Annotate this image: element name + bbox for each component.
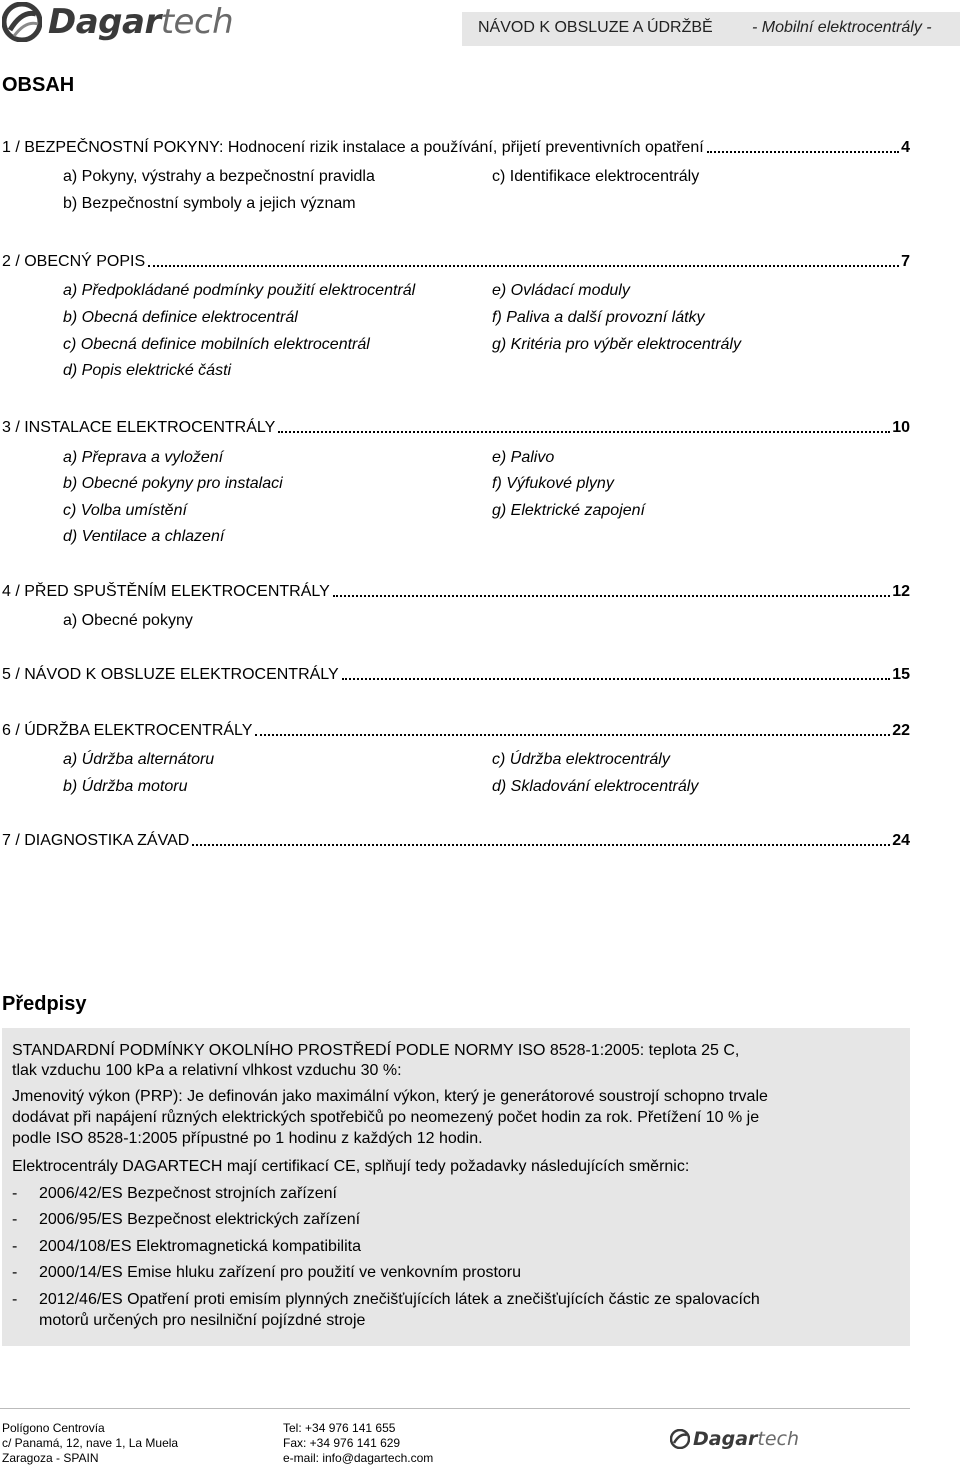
directive-text: 2012/46/ES Opatření proti emisím plynných znečišťujících látek a znečišťujících částic ze spalovacích xyxy=(39,1291,760,1308)
toc-sub-item[interactable]: b) Obecná definice elektrocentrál xyxy=(63,309,298,326)
footer-tel: Tel: +34 976 141 655 xyxy=(283,1421,396,1435)
toc-entry-4[interactable] xyxy=(2,581,910,601)
toc-sub-item[interactable]: a) Údržba alternátoru xyxy=(63,751,215,768)
page-header xyxy=(0,0,960,50)
toc-entry-7[interactable] xyxy=(2,830,910,850)
directive-text: 2006/42/ES Bezpečnost strojních zařízení xyxy=(39,1185,337,1202)
toc-entry-2[interactable] xyxy=(2,251,910,271)
list-dash: - xyxy=(12,1185,18,1202)
toc-sub-item[interactable]: c) Údržba elektrocentrály xyxy=(492,751,670,768)
toc-page-number: 4 xyxy=(901,139,910,156)
logo-swirl-icon xyxy=(2,2,42,42)
toc-sub-item[interactable]: e) Ovládací moduly xyxy=(492,282,630,299)
toc-sub-item[interactable]: a) Předpokládané podmínky použití elektrocentrál xyxy=(63,282,416,299)
logo-swirl-icon xyxy=(670,1429,690,1449)
toc-sub-item[interactable]: b) Bezpečnostní symboly a jejich význam xyxy=(63,195,356,212)
toc-entry-title: 7 / DIAGNOSTIKA ZÁVAD xyxy=(2,832,190,849)
footer-email[interactable]: e-mail: info@dagartech.com xyxy=(283,1451,434,1465)
toc-sub-item[interactable]: a) Přeprava a vyložení xyxy=(63,449,224,466)
company-logo xyxy=(2,2,233,42)
toc-leader-dots xyxy=(707,151,899,153)
toc-entry-title: 2 / OBECNÝ POPIS xyxy=(2,253,146,270)
toc-sub-item[interactable]: c) Obecná definice mobilních elektrocentrál xyxy=(63,336,370,353)
list-dash: - xyxy=(12,1238,18,1255)
toc-sub-item[interactable]: a) Pokyny, výstrahy a bezpečnostní pravidla xyxy=(63,168,375,185)
toc-entry-1[interactable] xyxy=(2,137,910,157)
footer-fax: Fax: +34 976 141 629 xyxy=(283,1436,401,1450)
toc-sub-item[interactable]: d) Popis elektrické části xyxy=(63,362,232,379)
rated-power-line-1: Jmenovitý výkon (PRP): Je definován jako maximální výkon, který je generátorové soustrojí schopno trvale xyxy=(12,1088,768,1105)
footer-address-1: Polígono Centrovía xyxy=(2,1421,105,1435)
toc-sub-item[interactable]: g) Elektrické zapojení xyxy=(492,502,645,519)
rated-power-line-3: podle ISO 8528-1:2005 přípustné po 1 hodinu z každých 12 hodin. xyxy=(12,1130,483,1147)
toc-entry-title: 5 / NÁVOD K OBSLUZE ELEKTROCENTRÁLY xyxy=(2,666,339,683)
toc-sub-item[interactable]: b) Údržba motoru xyxy=(63,778,188,795)
toc-page-number: 15 xyxy=(892,666,910,683)
toc-page-number: 22 xyxy=(892,722,910,739)
toc-leader-dots xyxy=(278,431,890,433)
regulations-heading: Předpisy xyxy=(2,993,87,1015)
toc-entry-title: 6 / ÚDRŽBA ELEKTROCENTRÁLY xyxy=(2,722,253,739)
toc-entry-5[interactable] xyxy=(2,664,910,684)
toc-page-number: 24 xyxy=(892,832,910,849)
toc-entry-title: 3 / INSTALACE ELEKTROCENTRÁLY xyxy=(2,419,276,436)
toc-sub-item[interactable]: d) Skladování elektrocentrály xyxy=(492,778,699,795)
toc-sub-item[interactable]: g) Kritéria pro výběr elektrocentrály xyxy=(492,336,741,353)
logo-wordmark: Dagartech xyxy=(48,2,234,42)
standard-conditions-line-2: tlak vzduchu 100 kPa a relativní vlhkost vzduchu 30 %: xyxy=(12,1062,402,1079)
manual-subtitle: - Mobilní elektrocentrály - xyxy=(752,19,932,36)
toc-sub-item[interactable]: e) Palivo xyxy=(492,449,555,466)
toc-page-number: 7 xyxy=(901,253,910,270)
directive-text: 2004/108/ES Elektromagnetická kompatibilita xyxy=(39,1238,361,1255)
toc-entry-title: 1 / BEZPEČNOSTNÍ POKYNY: Hodnocení rizik instalace a používání, přijetí preventivních opatření xyxy=(2,139,704,156)
toc-entry-6[interactable] xyxy=(2,720,910,740)
footer-address-2: c/ Panamá, 12, nave 1, La Muela xyxy=(2,1436,179,1450)
toc-leader-dots xyxy=(342,678,891,680)
list-dash: - xyxy=(12,1291,18,1308)
footer-logo xyxy=(670,1428,799,1450)
toc-sub-item[interactable]: d) Ventilace a chlazení xyxy=(63,528,225,545)
directive-text: 2006/95/ES Bezpečnost elektrických zařízení xyxy=(39,1211,361,1228)
rated-power-line-2: dodávat při napájení různých elektrických spotřebičů po neomezený počet hodin za rok. Přetížení 10 % je xyxy=(12,1109,760,1126)
toc-sub-item[interactable]: f) Výfukové plyny xyxy=(492,475,614,492)
toc-leader-dots xyxy=(255,734,890,736)
directive-text-continued: motorů určených pro nesilniční pojízdné stroje xyxy=(39,1312,366,1329)
standard-conditions-line-1: STANDARDNÍ PODMÍNKY OKOLNÍHO PROSTŘEDÍ PODLE NORMY ISO 8528-1:2005: teplota 25 C, xyxy=(12,1042,740,1059)
toc-page-number: 10 xyxy=(892,419,910,436)
footer-divider xyxy=(0,1408,910,1409)
toc-sub-item[interactable]: a) Obecné pokyny xyxy=(63,612,193,629)
toc-sub-item[interactable]: c) Identifikace elektrocentrály xyxy=(492,168,700,185)
footer-logo-wordmark: Dagartech xyxy=(693,1428,800,1450)
directive-text: 2000/14/ES Emise hluku zařízení pro použití ve venkovním prostoru xyxy=(39,1264,522,1281)
toc-entry-3[interactable] xyxy=(2,417,910,437)
toc-leader-dots xyxy=(192,844,890,846)
toc-entry-title: 4 / PŘED SPUŠTĚNÍM ELEKTROCENTRÁLY xyxy=(2,583,330,600)
footer-address-3: Zaragoza - SPAIN xyxy=(2,1451,99,1465)
certification-text: Elektrocentrály DAGARTECH mají certifikací CE, splňují tedy požadavky následujících směrnic: xyxy=(12,1158,690,1175)
list-dash: - xyxy=(12,1264,18,1281)
toc-leader-dots xyxy=(148,265,899,267)
toc-sub-item[interactable]: f) Paliva a další provozní látky xyxy=(492,309,705,326)
regulations-box xyxy=(2,1028,910,1346)
toc-sub-item[interactable]: b) Obecné pokyny pro instalaci xyxy=(63,475,283,492)
toc-page-number: 12 xyxy=(892,583,910,600)
list-dash: - xyxy=(12,1211,18,1228)
manual-title: NÁVOD K OBSLUZE A ÚDRŽBĚ xyxy=(478,19,713,36)
toc-sub-item[interactable]: c) Volba umístění xyxy=(63,502,187,519)
contents-heading: OBSAH xyxy=(2,74,75,96)
toc-leader-dots xyxy=(333,595,890,597)
